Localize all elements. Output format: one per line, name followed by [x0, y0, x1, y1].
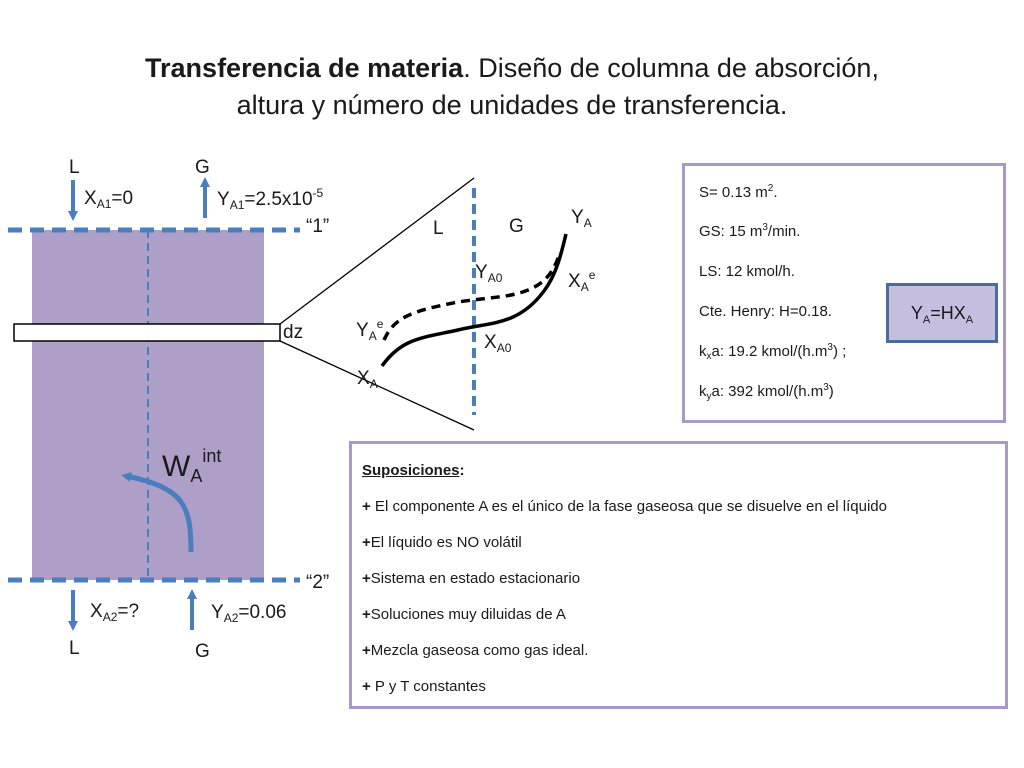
henry-law-box: $Y_A=HX_A$: [886, 283, 998, 343]
yae-label: $Y_A^e$: [356, 317, 384, 343]
title-bold: Transferencia de materia: [145, 53, 464, 83]
gas-flow-value: GS: 15 $m^3/\min$.: [699, 222, 801, 240]
suppositions-box: [349, 441, 1008, 709]
suppositions-title: Suposiciones:: [362, 462, 465, 479]
kxa-value: $k_xa$: 19.2 kmol/$(h.m^3)$ ;: [699, 342, 847, 362]
dz-slice: [14, 324, 280, 341]
xa-label: $X_A$: [357, 368, 378, 391]
xae-label: $X_A^e$: [568, 268, 596, 294]
ya2-label: $Y_{A2}=0.06$: [211, 602, 287, 625]
title-line2: altura y número de unidades de transferencia.: [236, 90, 788, 120]
liquid-flow-value: LS: 12 kmol/h.: [699, 263, 795, 280]
ya-label: $Y_A$: [571, 207, 592, 230]
top-g-label: G: [195, 157, 210, 178]
bottom-l-label: L: [69, 638, 80, 659]
wa-label: $W_A^{int}$: [162, 446, 222, 486]
ya0-label: $Y_{A0}$: [475, 262, 503, 285]
detail-g-label: G: [509, 216, 524, 237]
supposition-item: +Sistema en estado estacionario: [362, 570, 581, 587]
xa2-label: $X_{A2}=$?: [90, 601, 140, 624]
supposition-item: +El líquido es NO volátil: [362, 534, 522, 551]
bottom-g-label: G: [195, 641, 210, 662]
kya-value: $k_ya$: 392 kmol/$(h.m^3)$: [699, 382, 834, 402]
supposition-item: + P y T constantes: [362, 678, 486, 695]
supposition-item: +Mezcla gaseosa como gas ideal.: [362, 642, 589, 659]
top-l-label: L: [69, 157, 80, 178]
ya1-label: $Y_{A1}=2.5x10^{-5}$: [217, 186, 324, 212]
section-2-label: “2”: [306, 572, 330, 593]
xa0-label: $X_{A0}$: [484, 332, 512, 355]
supposition-item: + El componente A es el único de la fase gaseosa que se disuelve en el líquido: [362, 498, 887, 515]
supposition-item: +Soluciones muy diluidas de A: [362, 606, 566, 623]
title-rest: . Diseño de columna de absorción,: [463, 53, 879, 83]
dz-label: dz: [283, 322, 304, 343]
area-value: S= 0.13 $m^2$.: [699, 183, 778, 201]
henry-constant-value: Cte. Henry: H=0.18.: [699, 303, 832, 320]
xa1-label: $X_{A1}=0$: [84, 188, 134, 211]
detail-l-label: L: [433, 218, 444, 239]
section-1-label: “1”: [306, 216, 330, 237]
